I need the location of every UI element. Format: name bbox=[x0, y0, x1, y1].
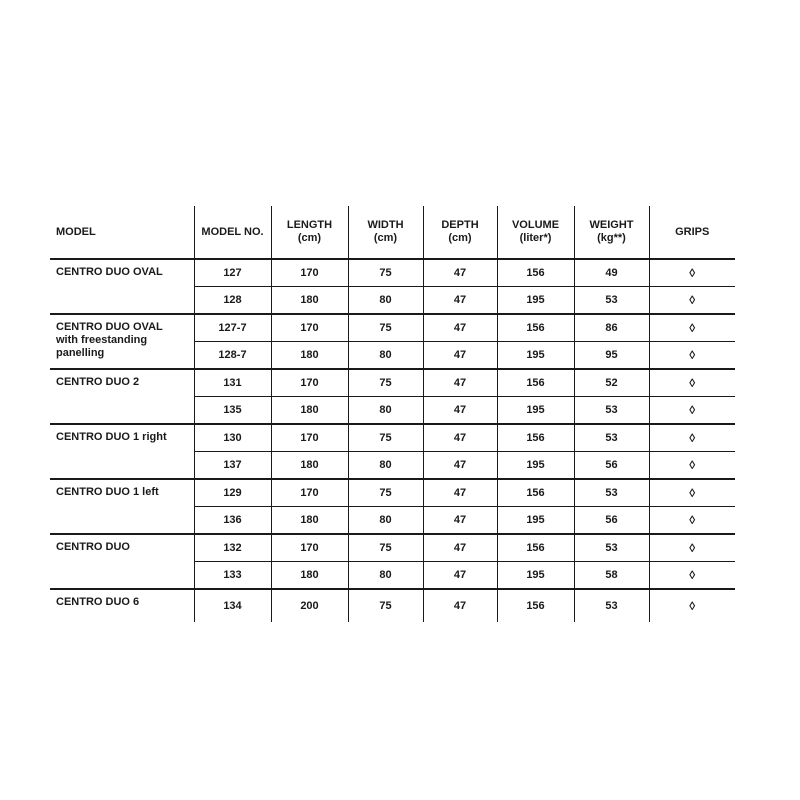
value-cell: 130 bbox=[194, 424, 271, 452]
model-name-line: CENTRO DUO OVAL bbox=[56, 266, 163, 278]
model-name-line: panelling bbox=[56, 347, 105, 359]
value-cell: 137 bbox=[194, 452, 271, 480]
model-name-line: with freestanding bbox=[56, 334, 148, 346]
grips-cell: ◊ bbox=[649, 507, 735, 535]
value-cell: 170 bbox=[271, 534, 348, 562]
value-cell: 127-7 bbox=[194, 314, 271, 342]
value-cell: 47 bbox=[423, 424, 497, 452]
value-cell: 195 bbox=[497, 287, 574, 315]
value-cell: 156 bbox=[497, 479, 574, 507]
value-cell: 53 bbox=[574, 424, 649, 452]
value-cell: 80 bbox=[348, 562, 423, 590]
col-header-label: MODEL bbox=[56, 225, 96, 238]
value-cell: 195 bbox=[497, 507, 574, 535]
value-cell: 80 bbox=[348, 342, 423, 370]
grips-cell: ◊ bbox=[649, 259, 735, 287]
grips-cell: ◊ bbox=[649, 589, 735, 622]
model-name-cell bbox=[50, 534, 194, 589]
spec-table-body bbox=[50, 259, 735, 622]
value-cell: 75 bbox=[348, 424, 423, 452]
value-cell: 136 bbox=[194, 507, 271, 535]
value-cell: 156 bbox=[497, 259, 574, 287]
value-cell: 195 bbox=[497, 397, 574, 425]
grips-cell: ◊ bbox=[649, 314, 735, 342]
value-cell: 47 bbox=[423, 259, 497, 287]
table-row bbox=[50, 314, 735, 342]
value-cell: 180 bbox=[271, 397, 348, 425]
model-name-line: CENTRO DUO 1 right bbox=[56, 431, 167, 443]
table-row bbox=[50, 259, 735, 287]
value-cell: 180 bbox=[271, 452, 348, 480]
value-cell: 75 bbox=[348, 314, 423, 342]
value-cell: 131 bbox=[194, 369, 271, 397]
value-cell: 156 bbox=[497, 369, 574, 397]
value-cell: 200 bbox=[271, 589, 348, 622]
model-name-line: CENTRO DUO 2 bbox=[56, 376, 140, 388]
table-row bbox=[50, 369, 735, 397]
grips-cell: ◊ bbox=[649, 452, 735, 480]
value-cell: 180 bbox=[271, 287, 348, 315]
value-cell: 156 bbox=[497, 424, 574, 452]
value-cell: 53 bbox=[574, 479, 649, 507]
grips-cell: ◊ bbox=[649, 397, 735, 425]
spec-table bbox=[50, 206, 735, 622]
grips-cell: ◊ bbox=[649, 534, 735, 562]
col-header-depth bbox=[423, 206, 497, 259]
value-cell: 195 bbox=[497, 342, 574, 370]
col-header-model-no bbox=[194, 206, 271, 259]
col-header-label: DEPTH bbox=[441, 219, 479, 231]
value-cell: 195 bbox=[497, 562, 574, 590]
value-cell: 180 bbox=[271, 562, 348, 590]
value-cell: 75 bbox=[348, 479, 423, 507]
value-cell: 47 bbox=[423, 507, 497, 535]
value-cell: 80 bbox=[348, 397, 423, 425]
grips-cell: ◊ bbox=[649, 424, 735, 452]
col-header-length bbox=[271, 206, 348, 259]
value-cell: 195 bbox=[497, 452, 574, 480]
value-cell: 75 bbox=[348, 259, 423, 287]
value-cell: 47 bbox=[423, 314, 497, 342]
value-cell: 156 bbox=[497, 589, 574, 622]
col-header-width bbox=[348, 206, 423, 259]
model-name-cell bbox=[50, 314, 194, 369]
grips-cell: ◊ bbox=[649, 562, 735, 590]
col-header-label: VOLUME bbox=[511, 219, 560, 231]
value-cell: 135 bbox=[194, 397, 271, 425]
value-cell: 170 bbox=[271, 259, 348, 287]
value-cell: 132 bbox=[194, 534, 271, 562]
value-cell: 47 bbox=[423, 562, 497, 590]
model-name-line: CENTRO DUO 1 left bbox=[56, 486, 159, 498]
col-header-label: LENGTH bbox=[286, 219, 333, 231]
value-cell: 80 bbox=[348, 287, 423, 315]
value-cell: 95 bbox=[574, 342, 649, 370]
value-cell: 75 bbox=[348, 369, 423, 397]
value-cell: 47 bbox=[423, 479, 497, 507]
col-header-unit: (cm) bbox=[448, 232, 472, 244]
col-header-unit: (liter*) bbox=[519, 232, 552, 244]
table-row bbox=[50, 534, 735, 562]
col-header-label: MODEL NO. bbox=[201, 225, 264, 238]
value-cell: 80 bbox=[348, 452, 423, 480]
col-header-model bbox=[50, 206, 194, 259]
col-header-volume bbox=[497, 206, 574, 259]
table-row bbox=[50, 424, 735, 452]
value-cell: 47 bbox=[423, 534, 497, 562]
value-cell: 86 bbox=[574, 314, 649, 342]
table-row bbox=[50, 589, 735, 622]
header-row bbox=[50, 206, 735, 259]
value-cell: 49 bbox=[574, 259, 649, 287]
table-row bbox=[50, 479, 735, 507]
value-cell: 129 bbox=[194, 479, 271, 507]
value-cell: 156 bbox=[497, 534, 574, 562]
value-cell: 170 bbox=[271, 369, 348, 397]
value-cell: 53 bbox=[574, 397, 649, 425]
model-name-line: CENTRO DUO bbox=[56, 541, 130, 553]
col-header-unit: (cm) bbox=[297, 232, 322, 244]
value-cell: 47 bbox=[423, 589, 497, 622]
value-cell: 156 bbox=[497, 314, 574, 342]
grips-cell: ◊ bbox=[649, 287, 735, 315]
value-cell: 75 bbox=[348, 589, 423, 622]
value-cell: 47 bbox=[423, 342, 497, 370]
value-cell: 47 bbox=[423, 369, 497, 397]
value-cell: 56 bbox=[574, 507, 649, 535]
value-cell: 133 bbox=[194, 562, 271, 590]
value-cell: 53 bbox=[574, 589, 649, 622]
value-cell: 56 bbox=[574, 452, 649, 480]
value-cell: 128-7 bbox=[194, 342, 271, 370]
model-name-line: CENTRO DUO OVAL bbox=[56, 321, 163, 333]
value-cell: 47 bbox=[423, 397, 497, 425]
grips-cell: ◊ bbox=[649, 479, 735, 507]
value-cell: 134 bbox=[194, 589, 271, 622]
grips-cell: ◊ bbox=[649, 369, 735, 397]
value-cell: 80 bbox=[348, 507, 423, 535]
model-name-cell bbox=[50, 369, 194, 424]
model-name-cell bbox=[50, 259, 194, 314]
value-cell: 170 bbox=[271, 424, 348, 452]
col-header-weight bbox=[574, 206, 649, 259]
value-cell: 180 bbox=[271, 342, 348, 370]
col-header-unit: (kg**) bbox=[597, 232, 626, 244]
value-cell: 180 bbox=[271, 507, 348, 535]
col-header-label: WIDTH bbox=[367, 219, 404, 231]
grips-cell: ◊ bbox=[649, 342, 735, 370]
spec-table-header bbox=[50, 206, 735, 259]
model-name-cell bbox=[50, 424, 194, 479]
model-name-cell bbox=[50, 479, 194, 534]
col-header-grips bbox=[649, 206, 735, 259]
col-header-unit: (cm) bbox=[373, 232, 398, 244]
col-header-label: GRIPS bbox=[675, 225, 710, 238]
col-header-label: WEIGHT bbox=[589, 219, 634, 231]
value-cell: 52 bbox=[574, 369, 649, 397]
model-name-line: CENTRO DUO 6 bbox=[56, 596, 140, 608]
value-cell: 127 bbox=[194, 259, 271, 287]
value-cell: 58 bbox=[574, 562, 649, 590]
value-cell: 170 bbox=[271, 314, 348, 342]
value-cell: 75 bbox=[348, 534, 423, 562]
value-cell: 47 bbox=[423, 452, 497, 480]
value-cell: 128 bbox=[194, 287, 271, 315]
value-cell: 53 bbox=[574, 534, 649, 562]
model-name-cell bbox=[50, 589, 194, 622]
value-cell: 47 bbox=[423, 287, 497, 315]
value-cell: 170 bbox=[271, 479, 348, 507]
value-cell: 53 bbox=[574, 287, 649, 315]
